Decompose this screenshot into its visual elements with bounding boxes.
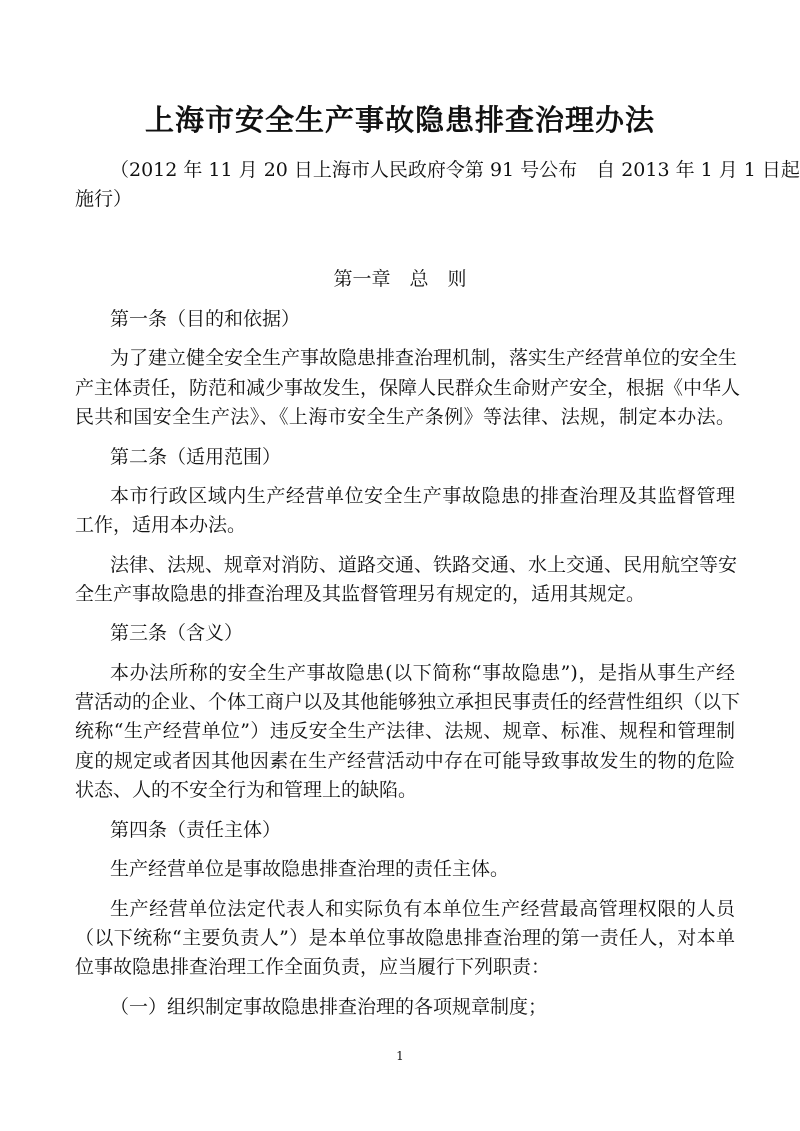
- article-2-paragraph-line: 工作，适用本办法。: [75, 514, 247, 536]
- article-1-heading: 第一条（目的和依据）: [110, 308, 301, 330]
- article-3-heading: 第三条（含义）: [110, 622, 244, 644]
- article-4-heading: 第四条（责任主体）: [110, 819, 282, 841]
- article-4-paragraph-line: （以下统称“主要负责人”）是本单位事故隐患排查治理的第一责任人，对本单: [75, 927, 735, 949]
- article-3-paragraph-line: 本办法所称的安全生产事故隐患(以下简称“事故隐患”)，是指从事生产经: [110, 662, 735, 684]
- article-4-paragraph-line: 位事故隐患排查治理工作全面负责，应当履行下列职责：: [75, 956, 551, 978]
- article-1-paragraph-line: 产主体责任，防范和减少事故发生，保障人民群众生命财产安全，根据《中华人: [75, 377, 741, 399]
- article-3-paragraph-line: 状态、人的不安全行为和管理上的缺陷。: [75, 779, 418, 801]
- article-4-item-1: （一）组织制定事故隐患排查治理的各项规章制度；: [110, 996, 548, 1018]
- article-1-paragraph-line: 民共和国安全生产法》、《上海市安全生产条例》等法律、法规，制定本办法。: [75, 406, 735, 428]
- article-1-paragraph-line: 为了建立健全安全生产事故隐患排查治理机制，落实生产经营单位的安全生: [110, 347, 738, 369]
- page-number: 1: [396, 1049, 404, 1063]
- chapter-heading: 第一章 总 则: [333, 268, 467, 290]
- article-3-paragraph-line: 度的规定或者因其他因素在生产经营活动中存在可能导致事故发生的物的危险: [75, 750, 735, 772]
- article-4-paragraph-line: 生产经营单位法定代表人和实际负有本单位生产经营最高管理权限的人员: [110, 898, 735, 920]
- article-3-paragraph-line: 营活动的企业、个体工商户以及其他能够独立承担民事责任的经营性组织（以下: [75, 691, 741, 713]
- article-2-paragraph-line: 法律、法规、规章对消防、道路交通、铁路交通、水上交通、民用航空等安: [110, 554, 738, 576]
- article-4-paragraph-line: 生产经营单位是事故隐患排查治理的责任主体。: [110, 858, 510, 880]
- subtitle-line-1: （2012 年 11 月 20 日上海市人民政府令第 91 号公布 自 2013 年 1 月 1 日起: [110, 159, 800, 181]
- subtitle-line-2: 施行）: [75, 188, 133, 210]
- article-2-paragraph-line: 本市行政区域内生产经营单位安全生产事故隐患的排查治理及其监督管理: [110, 485, 735, 507]
- article-2-heading: 第二条（适用范围）: [110, 446, 282, 468]
- article-3-paragraph-line: 统称“生产经营单位”）违反安全生产法律、法规、规章、标准、规程和管理制: [75, 720, 735, 742]
- document-title: 上海市安全生产事故隐患排查治理办法: [144, 103, 655, 137]
- article-2-paragraph-line: 全生产事故隐患的排查治理及其监督管理另有规定的，适用其规定。: [75, 583, 646, 605]
